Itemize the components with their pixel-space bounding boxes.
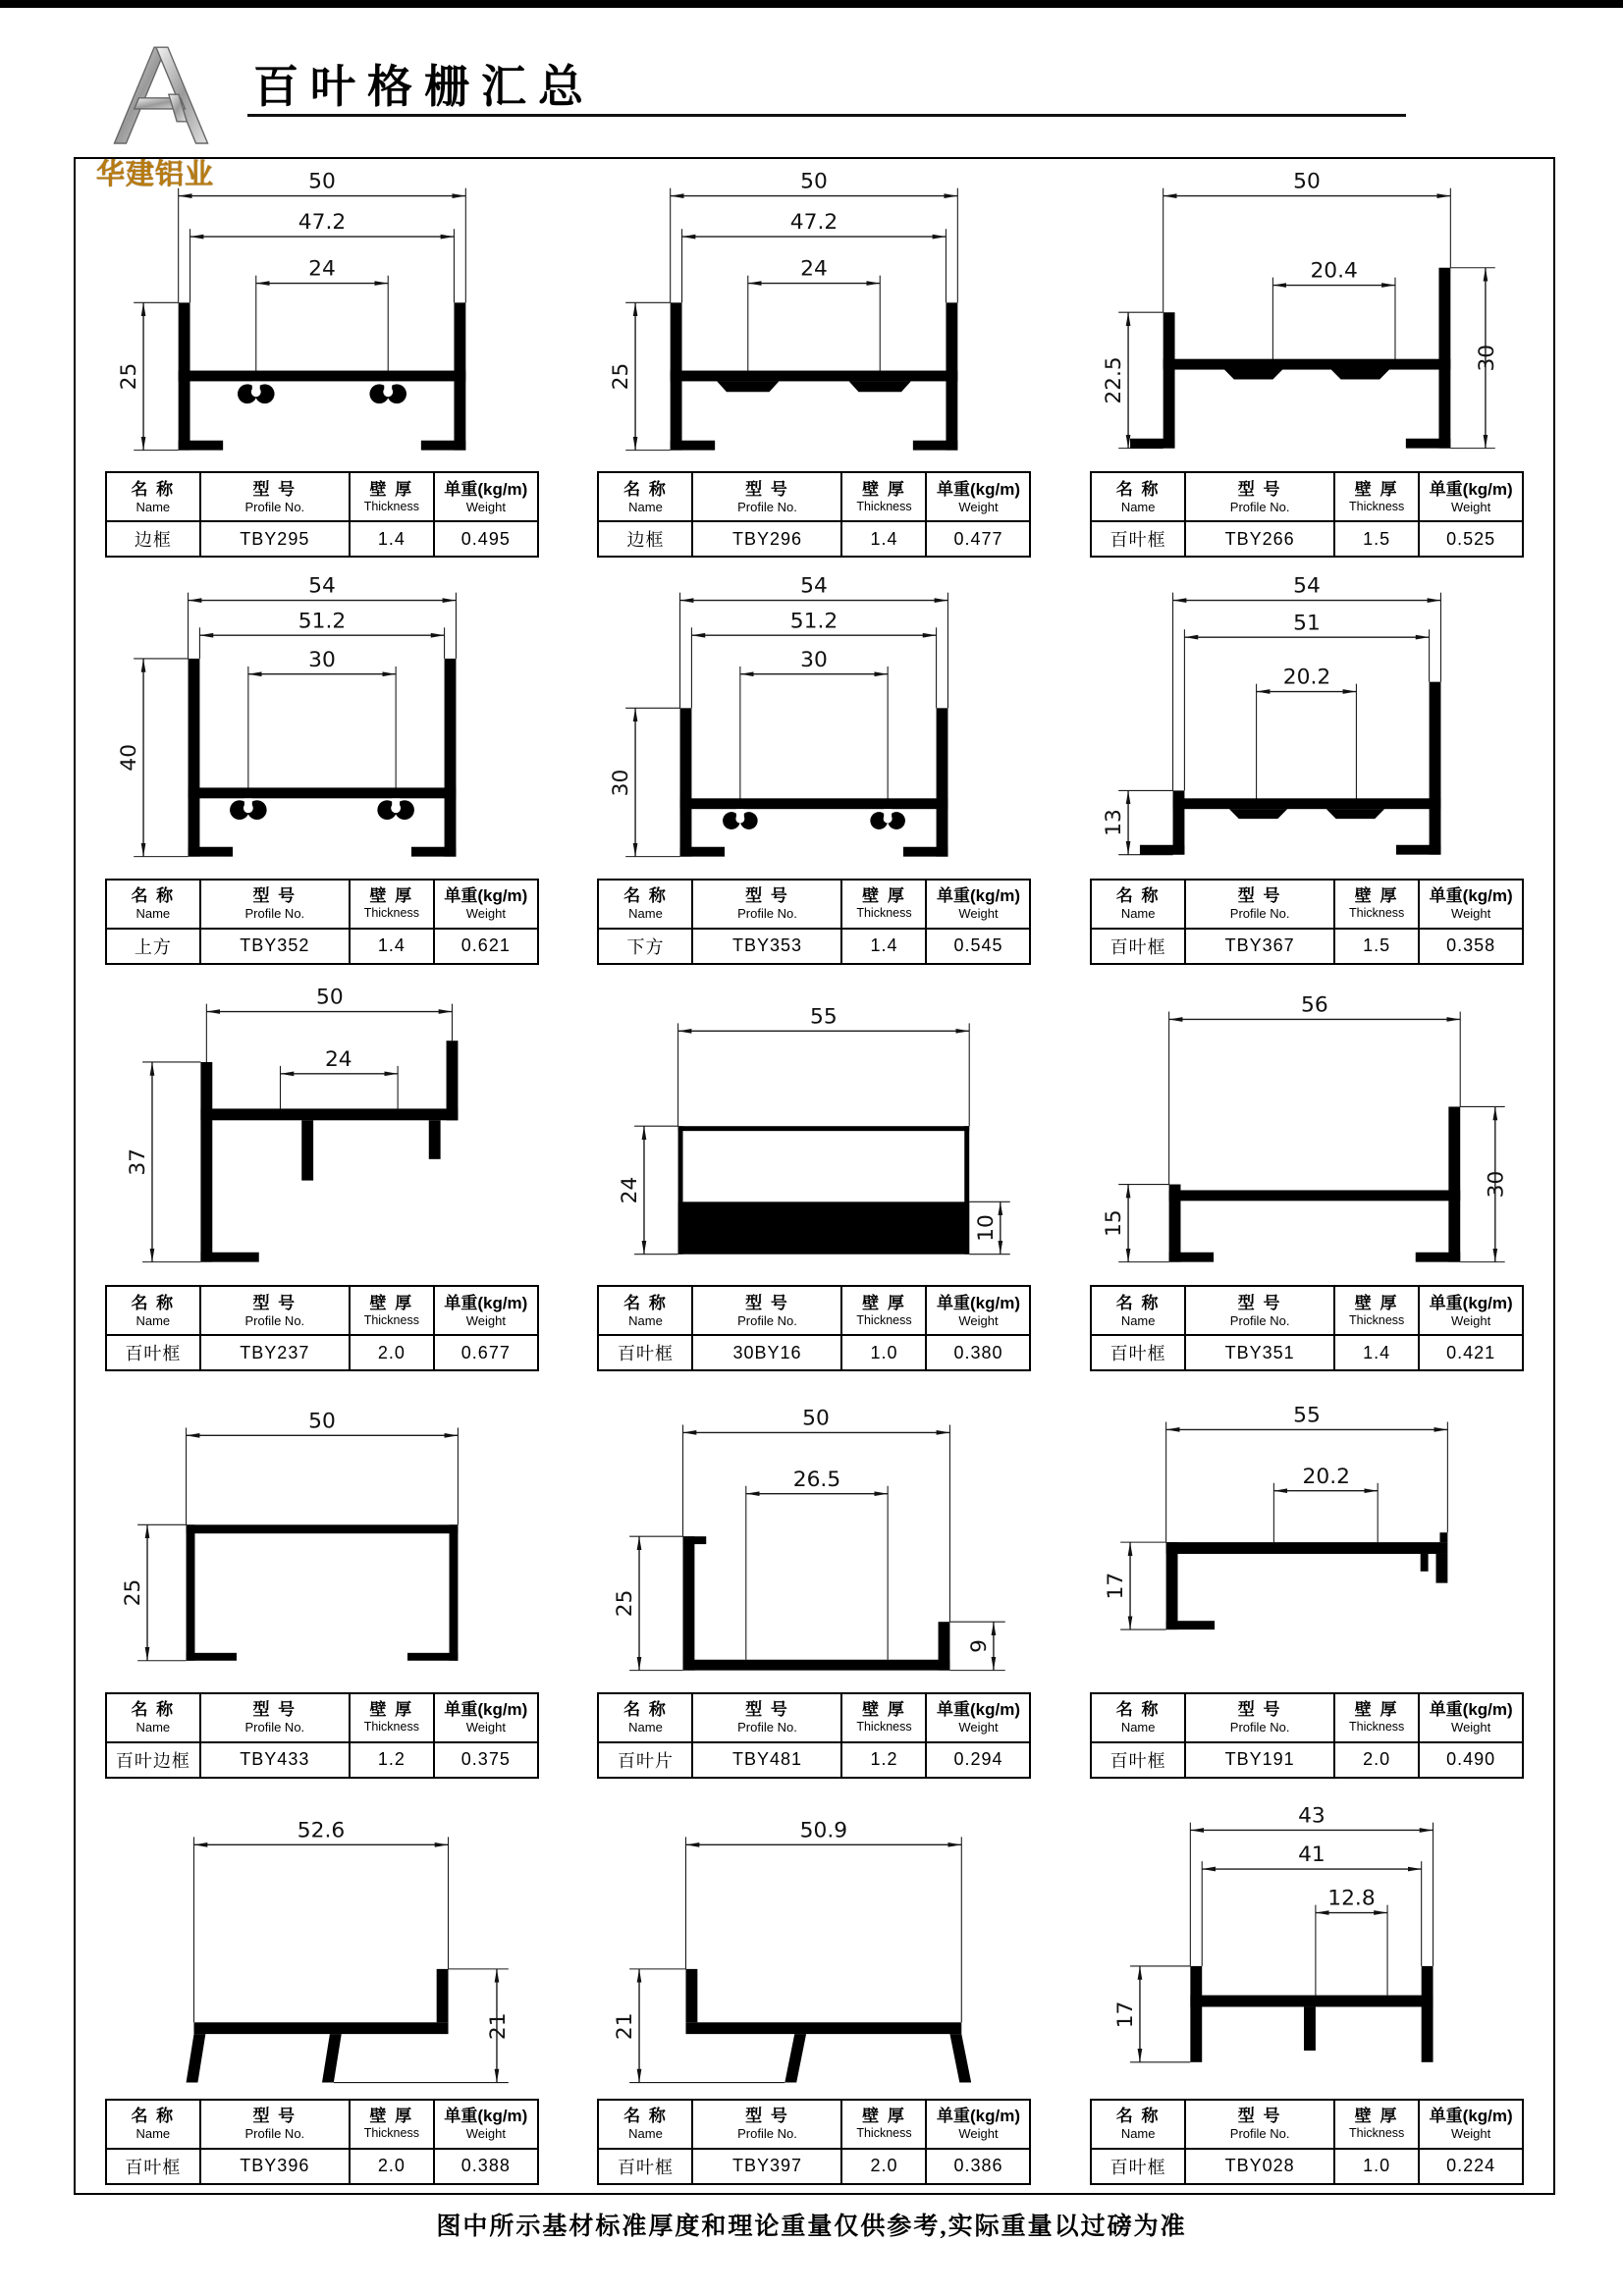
profile-name: 百叶框 xyxy=(106,1335,200,1370)
dim-label: 30 xyxy=(800,648,829,673)
spec-table-tby351: 名 称 Name 型 号 Profile No. 壁 厚 Thickness 单重(kg/m) Weight 百叶框 TBY351 1.4 0.421 xyxy=(1090,1285,1524,1371)
profile-name: 百叶框 xyxy=(1091,521,1185,557)
profile-model: TBY433 xyxy=(200,1742,350,1778)
profile-name: 百叶片 xyxy=(598,1742,692,1778)
dim-label: 50 xyxy=(802,1406,831,1431)
dim-label: 30 xyxy=(307,648,336,673)
profile-cell-tby396 xyxy=(76,1787,568,2193)
unit-weight: 0.358 xyxy=(1419,929,1523,964)
spec-table-tby481: 名 称 Name 型 号 Profile No. 壁 厚 Thickness 单重(kg/m) Weight 百叶片 TBY481 1.2 0.294 xyxy=(597,1692,1031,1779)
dim-label: 47.2 xyxy=(298,210,347,236)
profile-drawing-30by16 xyxy=(597,973,1031,1283)
profile-drawing-tby295 xyxy=(105,159,539,469)
dim-label: 50 xyxy=(800,169,829,194)
profile-name: 边框 xyxy=(598,521,692,557)
profile-model: TBY481 xyxy=(692,1742,841,1778)
profile-drawing-tby481 xyxy=(597,1379,1031,1689)
profile-drawing-tby028 xyxy=(1090,1787,1524,2097)
profile-cell-tby295 xyxy=(76,159,568,565)
unit-weight: 0.224 xyxy=(1419,2149,1523,2184)
wall-thickness: 2.0 xyxy=(1334,1742,1419,1778)
spec-table-tby396: 名 称 Name 型 号 Profile No. 壁 厚 Thickness 单重(kg/m) Weight 百叶框 TBY396 2.0 0.388 xyxy=(105,2099,539,2185)
dim-label: 24 xyxy=(800,256,829,282)
profile-name: 上方 xyxy=(106,929,200,964)
dim-label: 25 xyxy=(116,362,141,391)
dim-label: 24 xyxy=(324,1046,352,1072)
col-thickness: 壁 厚 xyxy=(369,479,414,499)
profile-model: TBY351 xyxy=(1185,1335,1334,1370)
profile-drawing-tby353 xyxy=(597,565,1031,876)
unit-weight: 0.621 xyxy=(434,929,538,964)
dim-label: 54 xyxy=(1293,574,1321,600)
dim-label: 24 xyxy=(307,256,336,282)
dim-label: 50 xyxy=(315,985,344,1010)
dim-label: 25 xyxy=(609,362,634,391)
profile-model: 30BY16 xyxy=(692,1335,841,1370)
profile-model: TBY396 xyxy=(200,2149,350,2184)
dim-label: 20.2 xyxy=(1282,666,1331,691)
wall-thickness: 1.4 xyxy=(841,521,926,557)
dim-label: 22.5 xyxy=(1102,356,1127,404)
dim-label: 41 xyxy=(1298,1842,1325,1867)
profile-drawing-tby367 xyxy=(1090,565,1524,876)
spec-table-tby028: 名 称 Name 型 号 Profile No. 壁 厚 Thickness 单重(kg/m) Weight 百叶框 TBY028 1.0 0.224 xyxy=(1090,2099,1524,2185)
dim-label: 21 xyxy=(485,2011,511,2040)
spec-table-30by16: 名 称 Name 型 号 Profile No. 壁 厚 Thickness 单重(kg/m) Weight 百叶框 30BY16 1.0 0.380 xyxy=(597,1285,1031,1371)
dim-label: 50 xyxy=(307,1409,336,1434)
unit-weight: 0.388 xyxy=(434,2149,538,2184)
profile-drawing-tby191 xyxy=(1090,1379,1524,1689)
dim-label: 43 xyxy=(1298,1803,1325,1829)
wall-thickness: 1.0 xyxy=(1334,2149,1419,2184)
dim-label: 30 xyxy=(1484,1170,1509,1199)
page-title: 百叶格栅汇总 xyxy=(253,62,595,112)
spec-table-tby296: 名 称 Name 型 号 Profile No. 壁 厚 Thickness 单重(kg/m) Weight 边框 TBY296 1.4 0.477 xyxy=(597,471,1031,558)
dim-label: 17 xyxy=(1113,2001,1139,2028)
profile-name: 百叶框 xyxy=(1091,2149,1185,2184)
dim-label: 50.9 xyxy=(800,1818,848,1843)
dim-label: 50 xyxy=(1293,169,1321,194)
dim-label: 40 xyxy=(116,744,141,773)
unit-weight: 0.421 xyxy=(1419,1335,1523,1370)
spec-table-tby191: 名 称 Name 型 号 Profile No. 壁 厚 Thickness 单重(kg/m) Weight 百叶框 TBY191 2.0 0.490 xyxy=(1090,1692,1524,1779)
spec-table-tby367: 名 称 Name 型 号 Profile No. 壁 厚 Thickness 单重(kg/m) Weight 百叶框 TBY367 1.5 0.358 xyxy=(1090,879,1524,965)
unit-weight: 0.490 xyxy=(1419,1742,1523,1778)
profile-cell-tby191 xyxy=(1060,1379,1553,1786)
profile-cell-tby397 xyxy=(568,1787,1061,2193)
dim-label: 20.4 xyxy=(1310,258,1359,284)
dim-label: 10 xyxy=(974,1213,1000,1242)
dim-label: 17 xyxy=(1104,1572,1129,1600)
dim-label: 9 xyxy=(967,1639,993,1654)
wall-thickness: 1.4 xyxy=(350,521,434,557)
profile-cell-tby352 xyxy=(76,565,568,972)
profile-cell-30by16 xyxy=(568,973,1061,1379)
spec-table-tby295: 名 称 Name 型 号 Profile No. 壁 厚 Thickness 单重(kg/m) Weight 边框 TBY295 1.4 0.495 xyxy=(105,471,539,558)
profile-model: TBY028 xyxy=(1185,2149,1334,2184)
profile-model: TBY397 xyxy=(692,2149,841,2184)
profile-model: TBY353 xyxy=(692,929,841,964)
profile-model: TBY352 xyxy=(200,929,350,964)
profile-name: 边框 xyxy=(106,521,200,557)
dim-label: 20.2 xyxy=(1302,1464,1351,1489)
profile-cell-tby296 xyxy=(568,159,1061,565)
profile-cell-tby266 xyxy=(1060,159,1553,565)
profile-model: TBY191 xyxy=(1185,1742,1334,1778)
spec-table-tby352: 名 称 Name 型 号 Profile No. 壁 厚 Thickness 单重(kg/m) Weight 上方 TBY352 1.4 0.621 xyxy=(105,879,539,965)
profile-name: 百叶框 xyxy=(1091,1335,1185,1370)
unit-weight: 0.375 xyxy=(434,1742,538,1778)
dim-label: 51 xyxy=(1293,611,1321,636)
dim-label: 52.6 xyxy=(297,1818,346,1843)
wall-thickness: 1.4 xyxy=(841,929,926,964)
unit-weight: 0.380 xyxy=(926,1335,1030,1370)
profile-name: 百叶框 xyxy=(106,2149,200,2184)
profile-name: 下方 xyxy=(598,929,692,964)
profile-name: 百叶边框 xyxy=(106,1742,200,1778)
unit-weight: 0.477 xyxy=(926,521,1030,557)
dim-label: 56 xyxy=(1301,992,1328,1018)
dim-label: 21 xyxy=(613,2011,638,2040)
footer-note: 图中所示基材标准厚度和理论重量仅供参考,实际重量以过磅为准 xyxy=(436,2214,1187,2240)
dim-label: 51.2 xyxy=(298,609,347,634)
profile-cell-tby367 xyxy=(1060,565,1553,972)
wall-thickness: 1.4 xyxy=(350,929,434,964)
wall-thickness: 1.0 xyxy=(841,1335,926,1370)
profile-model: TBY367 xyxy=(1185,929,1334,964)
profile-drawing-tby296 xyxy=(597,159,1031,469)
profile-drawing-tby237 xyxy=(105,973,539,1283)
dim-label: 30 xyxy=(1474,344,1499,372)
profile-drawing-tby266 xyxy=(1090,159,1524,469)
spec-table-tby237: 名 称 Name 型 号 Profile No. 壁 厚 Thickness 单重(kg/m) Weight 百叶框 TBY237 2.0 0.677 xyxy=(105,1285,539,1371)
col-name: 名 称 xyxy=(131,479,176,499)
profile-model: TBY266 xyxy=(1185,521,1334,557)
dim-label: 47.2 xyxy=(790,210,839,236)
profile-drawing-tby396 xyxy=(105,1787,539,2097)
profile-cell-tby351 xyxy=(1060,973,1553,1379)
title-underline xyxy=(247,114,1406,117)
wall-thickness: 2.0 xyxy=(841,2149,926,2184)
col-weight: 单重(kg/m) xyxy=(444,479,528,499)
profile-model: TBY237 xyxy=(200,1335,350,1370)
dim-label: 54 xyxy=(307,574,336,600)
profile-model: TBY295 xyxy=(200,521,350,557)
spec-table-tby353: 名 称 Name 型 号 Profile No. 壁 厚 Thickness 单重(kg/m) Weight 下方 TBY353 1.4 0.545 xyxy=(597,879,1031,965)
wall-thickness: 2.0 xyxy=(350,1335,434,1370)
top-black-strip xyxy=(0,0,1623,8)
profile-name: 百叶框 xyxy=(598,1335,692,1370)
unit-weight: 0.525 xyxy=(1419,521,1523,557)
unit-weight: 0.545 xyxy=(926,929,1030,964)
dim-label: 15 xyxy=(1102,1209,1127,1237)
profile-drawing-tby352 xyxy=(105,565,539,876)
dim-label: 24 xyxy=(618,1176,643,1204)
col-model: 型 号 xyxy=(252,479,298,499)
spec-table-tby397: 名 称 Name 型 号 Profile No. 壁 厚 Thickness 单重(kg/m) Weight 百叶框 TBY397 2.0 0.386 xyxy=(597,2099,1031,2185)
wall-thickness: 1.4 xyxy=(1334,1335,1419,1370)
dim-label: 25 xyxy=(120,1578,145,1607)
profile-drawing-tby351 xyxy=(1090,973,1524,1283)
unit-weight: 0.495 xyxy=(434,521,538,557)
profile-grid xyxy=(74,157,1555,2195)
unit-weight: 0.294 xyxy=(926,1742,1030,1778)
dim-label: 26.5 xyxy=(793,1467,841,1492)
unit-weight: 0.386 xyxy=(926,2149,1030,2184)
dim-label: 50 xyxy=(307,169,336,194)
profile-drawing-tby433 xyxy=(105,1379,539,1689)
wall-thickness: 1.5 xyxy=(1334,521,1419,557)
wall-thickness: 1.2 xyxy=(350,1742,434,1778)
profile-cell-tby353 xyxy=(568,565,1061,972)
dim-label: 13 xyxy=(1102,809,1127,837)
dim-label: 54 xyxy=(800,574,829,600)
profile-cell-tby481 xyxy=(568,1379,1061,1786)
wall-thickness: 1.2 xyxy=(841,1742,926,1778)
unit-weight: 0.677 xyxy=(434,1335,538,1370)
dim-label: 30 xyxy=(609,770,634,797)
dim-label: 25 xyxy=(613,1589,638,1618)
logo-triangle-mark xyxy=(96,41,214,151)
dim-label: 37 xyxy=(125,1148,150,1176)
profile-name: 百叶框 xyxy=(1091,929,1185,964)
company-name: 华建铝业 xyxy=(95,159,214,190)
profile-cell-tby237 xyxy=(76,973,568,1379)
dim-label: 55 xyxy=(1293,1403,1321,1428)
profile-cell-tby433 xyxy=(76,1379,568,1786)
dim-label: 12.8 xyxy=(1327,1886,1376,1911)
wall-thickness: 2.0 xyxy=(350,2149,434,2184)
dim-label: 55 xyxy=(810,1004,839,1030)
profile-drawing-tby397 xyxy=(597,1787,1031,2097)
profile-name: 百叶框 xyxy=(1091,1742,1185,1778)
spec-table-tby433: 名 称 Name 型 号 Profile No. 壁 厚 Thickness 单重(kg/m) Weight 百叶边框 TBY433 1.2 0.375 xyxy=(105,1692,539,1779)
spec-table-tby266: 名 称 Name 型 号 Profile No. 壁 厚 Thickness 单重(kg/m) Weight 百叶框 TBY266 1.5 0.525 xyxy=(1090,471,1524,558)
wall-thickness: 1.5 xyxy=(1334,929,1419,964)
dim-label: 51.2 xyxy=(790,609,839,634)
profile-name: 百叶框 xyxy=(598,2149,692,2184)
profile-cell-tby028 xyxy=(1060,1787,1553,2193)
profile-model: TBY296 xyxy=(692,521,841,557)
